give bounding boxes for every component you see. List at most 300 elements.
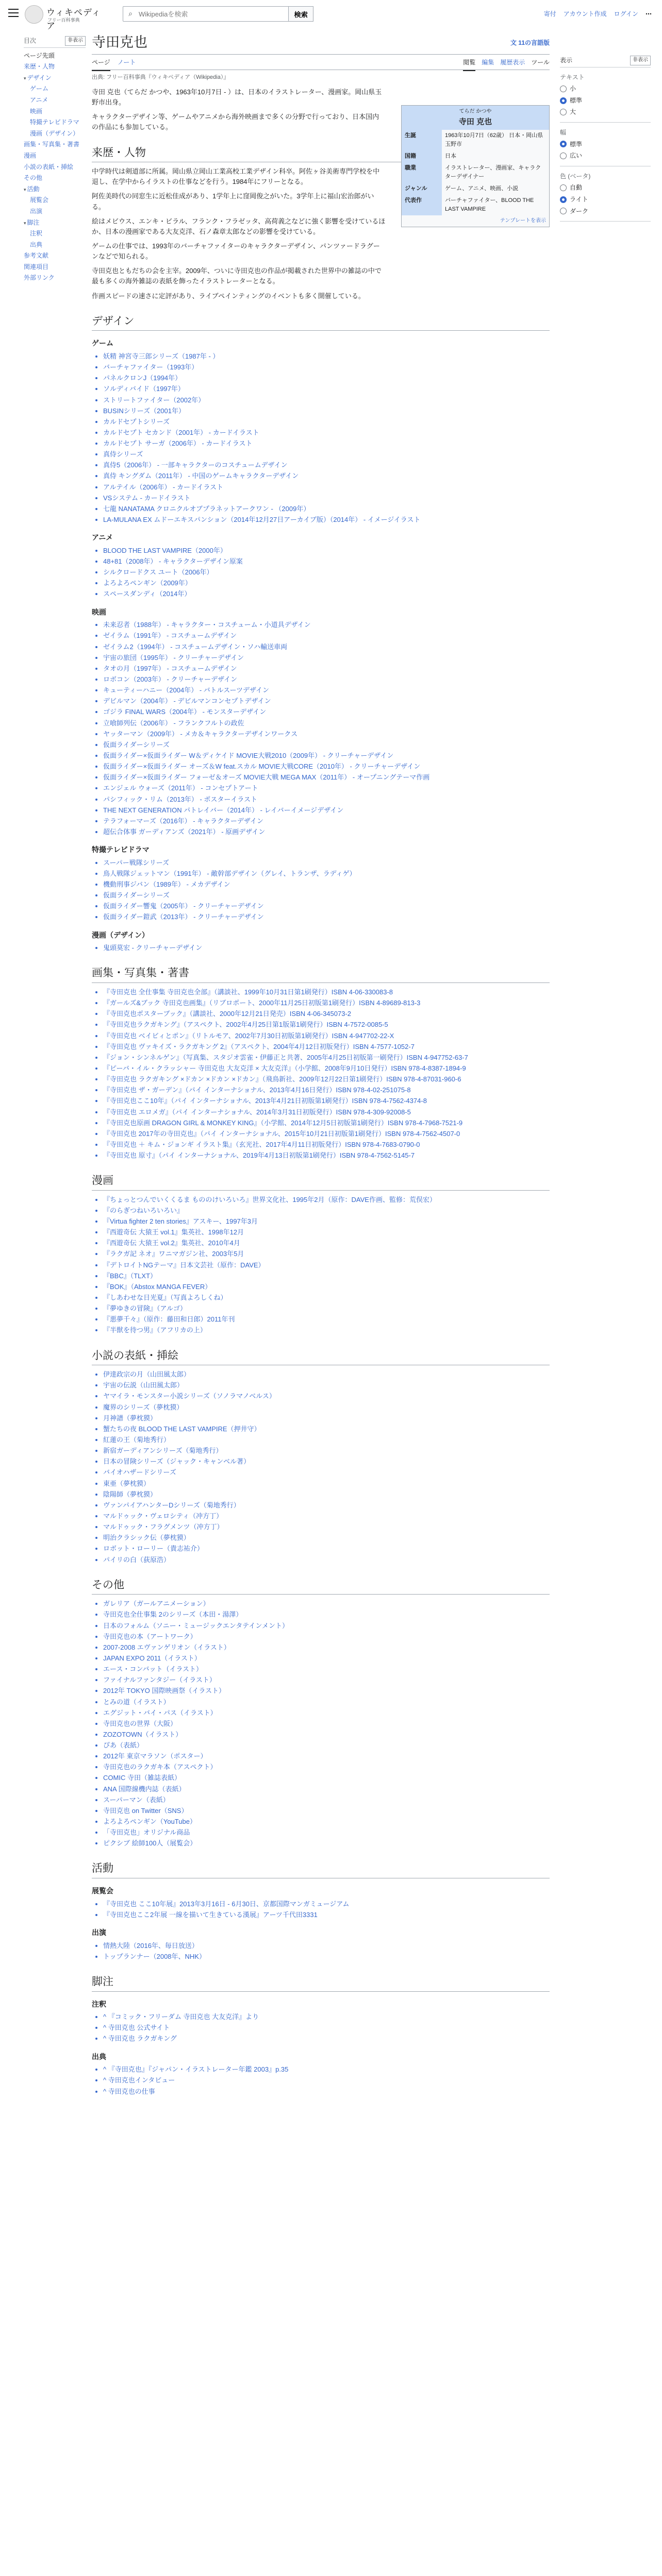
toc-item[interactable] [24,117,86,127]
design-film-item[interactable]: • キューティーハニー（2004年） - バトルスーツデザイン [103,685,550,696]
design-film-item[interactable]: • 仮面ライダーシリーズ [103,740,550,750]
radio-icon[interactable] [560,86,567,92]
novels-item[interactable]: • 紅蓮の王（菊地秀行） [103,1435,550,1445]
appearances-item[interactable]: • 情熱大陸（2016年、毎日放送） [103,1941,550,1951]
section-heading: 来歴・人物 [92,144,550,163]
books-item[interactable]: • 『ジョン・シンネルゲン』（写真集、スタジオ雲雀・伊藤正と共著、2005年4月25日初版第一刷発行）ISBN 4-947752-63-7 [103,1053,550,1063]
design-anime-item[interactable]: • よろよろペンギン（2009年） [103,578,550,588]
appearance-option-label: ライト [570,195,588,203]
books-item[interactable]: • 『寺田克也 ザ・ガーデン』（パイ インターナショナル、2013年4月16日発行）ISBN 978-4-02-251075-8 [103,1085,550,1095]
others-item[interactable]: • エグジット・バイ・パス（イラスト） [103,1708,550,1718]
design-film-item[interactable]: • パシフィック・リム（2013年） - ポスターイラスト [103,794,550,805]
books-item[interactable]: • 『寺田克也 ＋ キム・ジョンギ イラスト集』（玄光社、2017年4月11日初版発行）ISBN 978-4-7683-0790-0 [103,1140,550,1150]
toc-hide-button[interactable]: 非表示 [65,36,86,46]
design-film-item[interactable]: • エンジェル ウォーズ（2011年） - コンセプトアート [103,783,550,793]
novels-item[interactable]: • 陰陽師（夢枕獏） [103,1489,550,1500]
appearance-group-title: 幅 [560,128,567,136]
design-game-item[interactable]: • 真侍 キングダム（2011年） - 中国のゲームキャラクターデザイン [103,471,550,481]
appearance-option[interactable] [560,195,651,205]
toc-item[interactable] [24,218,86,228]
design-game-item[interactable]: • アルテイル（2006年） - カードイラスト [103,482,550,493]
toc-item[interactable] [24,195,86,205]
search-box [123,6,313,22]
section-heading: 漫画 [92,1172,550,1191]
books-item[interactable]: • 『寺田克也原画 DRAGON GIRL & MONKEY KING』（小学館、2014年12月5日初版第1刷発行）ISBN 978-4-7968-7521-9 [103,1118,550,1128]
design-game-item[interactable]: • 七龍 NANATAMA クロニクルオブプラネットアークワン - （2009年） [103,504,550,514]
manga-item[interactable]: • 『のらぎつねいろいろい』 [103,1206,550,1216]
toc-item-label: 来歴・人物 [24,63,55,71]
notes-chuushaku-item[interactable]: • ^ 『コミック・フリーダム 寺田克也 大友克洋』より [103,2012,550,2022]
toc-item[interactable] [24,151,86,161]
toc-item-label: 特撮テレビドラマ [30,118,79,126]
exhibitions-item[interactable]: • 『寺田克也ここ2年展 一線を描いて生きている漢展』アーツ千代田3331 [103,1910,550,1920]
user-links [544,9,652,19]
search-input[interactable] [138,10,288,19]
design-film-item[interactable]: • タオの月（1997年） - コスチュームデザイン [103,664,550,674]
radio-icon[interactable] [560,141,567,147]
appearance-hide-button[interactable]: 非表示 [630,56,651,65]
from-line: 出典: フリー百科事典『ウィキペディア（Wikipedia）』 [92,74,229,80]
appearance-option-label: 広い [570,152,583,160]
novels-item[interactable]: • 東亜（夢枕獏） [103,1479,550,1489]
appearance-option-label: ダーク [570,207,589,215]
login-link[interactable]: ログイン [614,10,638,18]
infobox-name: 寺田 克也 [458,117,492,126]
infobox-ruby: てらだ かつや [459,109,492,114]
tab-read[interactable]: 閲覧 [463,58,475,71]
exhibitions-list [92,1899,550,1920]
radio-icon[interactable] [560,152,567,159]
subsection-heading: 特撮テレビドラマ [92,845,150,854]
manga-item[interactable]: • 『BBC』（TLXT） [103,1271,550,1281]
others-item[interactable]: • 寺田克也のラクガキ本（アスペクト） [103,1762,550,1772]
design-film-item[interactable]: • 宇宙の旅団（1995年） - クリーチャーデザイン [103,653,550,663]
design-game-item[interactable]: • BUSINシリーズ（2001年） [103,406,550,416]
design-tokusatsu-item[interactable]: • 機動刑事ジバン（1989年） - メカデザイン [103,879,550,890]
design-game-item[interactable]: • VSシステム - カードイラスト [103,493,550,503]
novels-item[interactable]: • マルドゥック・ヴェロシティ（冲方丁） [103,1511,550,1521]
others-item[interactable]: • スーパーマン（表紙） [103,1795,550,1805]
toggle-icon[interactable]: ▾ [24,187,26,192]
subsection-heading: 注釈 [92,1999,106,2008]
tab-edit[interactable]: 編集 [482,59,494,66]
books-item[interactable]: • 『寺田克也 ベイビィとポン』（リトルモア、2002年7月30日初版第1刷発行）ISBN 4-947702-22-X [103,1031,550,1041]
toc-item-label: アニメ [30,96,48,104]
appearance-option[interactable] [560,96,651,106]
design-tokusatsu-list [92,858,550,923]
toc-item[interactable] [24,184,86,194]
appearance-groups [560,73,651,222]
tab-talk[interactable]: ノート [117,59,136,66]
infobox-row [402,150,549,162]
design-anime-item[interactable]: • BLOOD THE LAST VAMPIRE（2000年） [103,546,550,556]
appearance-option-label: 標準 [570,96,583,104]
books-item[interactable]: • 『寺田克也 ヴァキイズ・ラクガキング 2』（アスペクト、2004年4月12日初版発行）ISBN 4-7577-1052-7 [103,1042,550,1052]
radio-icon[interactable] [560,109,567,115]
books-item[interactable]: • 『寺田克也 2017年の寺田克也』（パイ インターナショナル、2015年10月21日初版第1刷発行）ISBN 978-4-7562-4507-0 [103,1129,550,1139]
search-icon: ⌕ [128,9,133,18]
appearance-panel [560,56,651,227]
toc-item-label: 展覧会 [30,196,49,204]
divider [560,221,651,222]
manga-item[interactable]: • 『西遊奇伝 大猿王 vol.2』集英社、2010年4月 [103,1238,550,1248]
toc-item[interactable] [24,229,86,239]
appearance-group-title: テキスト [560,73,585,81]
appearance-group-title: 色 (ベータ) [560,172,591,180]
others-item[interactable]: • 寺田克也全仕事集 2のシリーズ（本田・湯澤） [103,1609,550,1620]
others-item[interactable]: • 2012年 TOKYO 国際映画祭（イラスト） [103,1686,550,1696]
exhibitions-item[interactable]: • 『寺田克也 ここ10年展』2013年3月16日 - 6月30日、京都国際マンガミュージアム [103,1899,550,1909]
others-item[interactable]: • 2007-2008 エヴァンゲリオン（イラスト） [103,1642,550,1653]
manga-item[interactable]: • 『ちょっとつんでいくくるま もののけいろいろ』世界文化社、1995年2月（原作：DAVE作画、監修：荒俣宏） [103,1195,550,1205]
appearance-option-label: 標準 [570,140,583,148]
manga-item[interactable]: • 『悪夢千々』（原作：藤田和日郎）2011年刊 [103,1314,550,1325]
design-film-item[interactable]: • ロボコン（2003年） - クリーチャーデザイン [103,674,550,685]
wikipedia-logo[interactable] [25,4,102,31]
design-game-item[interactable]: • カルドセプト サーガ（2006年） - カードイラスト [103,438,550,449]
infobox-label: ジャンル [402,183,442,195]
notes-chuushaku-item[interactable]: • ^ 寺田克也 ラクガキング [103,2033,550,2044]
design-tokusatsu-item[interactable]: • 仮面ライダー鎧武（2013年） - クリーチャーデザイン [103,912,550,922]
others-item[interactable]: • 寺田克也 on Twitter（SNS） [103,1806,550,1816]
design-tokusatsu-item[interactable]: • 鳥人戦隊ジェットマン（1991年） - 敵幹部デザイン（グレイ、トランザ、ラディゲ） [103,869,550,879]
subsection-heading: 漫画（デザイン） [92,930,150,939]
section-heading: 活動 [92,1860,550,1878]
books-item[interactable]: • 『寺田克也ポスターブック』（講談社、2000年12月21日発売）ISBN 4-06-345073-2 [103,1009,550,1019]
design-film-item[interactable]: • 仮面ライダー×仮面ライダー W＆ディケイド MOVIE大戦2010（2009年） - クリーチャーデザイン [103,751,550,761]
subsection-heading: ゲーム [92,339,113,348]
toc-item[interactable] [24,62,86,72]
lead-paragraph: キャラクターデザイン等、ゲームやアニメから海外映画まで多くの分野で行っており、日本国内の作品にも参加している。 [92,113,379,131]
design-game-item[interactable]: • LA-MULANA EX ムドーエキスパンション（2014年12月27日アーカイブ版）（2014年） - イメージイラスト [103,515,550,525]
others-item[interactable]: • ZOZOTOWN（イラスト） [103,1730,550,1740]
others-item[interactable]: • 寺田克也の世界（大阪） [103,1719,550,1729]
manga-item[interactable]: • 『BOK』（Abstox MANGA FEVER） [103,1282,550,1292]
design-film-item[interactable]: • ゼイラム（1991年） - コスチュームデザイン [103,631,550,641]
others-item[interactable]: • JAPAN EXPO 2011（イラスト） [103,1653,550,1664]
section-heading: 画集・写真集・著書 [92,964,550,983]
design-film-item[interactable]: • テラフォーマーズ（2016年） - キャラクターデザイン [103,816,550,826]
tab-tools[interactable]: ツール [531,59,550,66]
section-paragraph: 寺田克也ともだちの会を主宰。2009年、ついに寺田克也の作品が掲載された世界中の雑誌の中で最も多くの海外雑誌の表紙を飾ったイラストレーターとなる。 [92,267,382,285]
design-anime-item[interactable]: • 48+81（2008年） - キャラクターデザイン原案 [103,556,550,567]
subsection-heading: 映画 [92,607,106,616]
toc-item[interactable] [24,73,86,83]
infobox-row [402,162,549,183]
toc-item-label: 小説の表紙・挿絵 [24,163,74,171]
novels-item[interactable]: • ロボット・ローリー（貴志祐介） [103,1544,550,1554]
toc-item-label: 出演 [30,207,43,215]
main-menu-icon[interactable] [8,9,19,17]
books-item[interactable]: • 『寺田克也 原寸』（パイ インターナショナル、2019年4月13日初版第1刷発行）ISBN 978-4-7562-5145-7 [103,1150,550,1161]
books-item[interactable]: • 『寺田克也 エロメガ』（パイ インターナショナル、2014年3月31日初版発行）ISBN 978-4-309-92008-5 [103,1107,550,1117]
manga-item[interactable]: • 『デトロイトNGテーマ』日本文芸社（原作：DAVE） [103,1260,550,1270]
toc-item-label: ページ先頭 [24,52,55,59]
manga-item[interactable]: • 『ラクガ記 ネオ』ワニマガジン社、2003年5月 [103,1249,550,1259]
page-tabs [92,55,550,70]
design-film-item[interactable]: • ヤッターマン（2009年） - メカ＆キャラクターデザインワークス [103,729,550,739]
design-film-item[interactable]: • デビルマン（2004年） - デビルマンコンセプトデザイン [103,696,550,706]
novels-item[interactable]: • 新宿ガーディアンシリーズ（菊地秀行） [103,1446,550,1456]
others-item[interactable]: • ファイナルファンタジー（イラスト） [103,1675,550,1685]
others-item[interactable]: • とみの道（イラスト） [103,1697,550,1707]
novels-item[interactable]: • 魔界のシリーズ（夢枕獏） [103,1402,550,1413]
page-title: 寺田克也 [92,35,147,50]
logo-title: ウィキペディア [46,8,101,31]
lead-section [92,87,386,133]
toc-heading: 目次 [24,37,37,44]
notes-shutten-item[interactable]: • ^ 寺田克也インタビュー [103,2075,550,2086]
design-manga_design-list [92,943,550,953]
novels-item[interactable]: • 明治クラシック伝（夢枕獏） [103,1533,550,1543]
design-game-item[interactable]: • カルドセプト セカンド（2001年） - カードイラスト [103,428,550,438]
toc-item-label: 脚注 [27,218,40,226]
language-button[interactable]: 文 11の言語版 [510,39,550,46]
toc-item-label: 活動 [27,185,40,193]
novels-item[interactable]: • 日本の冒険シリーズ（ジャック・キャンベル著） [103,1456,550,1467]
appearance-option[interactable] [560,107,651,117]
infobox-header [402,106,549,130]
infobox [401,105,550,227]
template-link[interactable]: テンプレートを表示 [500,218,546,224]
design-film-list [92,620,550,837]
main-content [92,32,550,2101]
section-paragraph: 絵はメビウス、エンキ・ビラル、フランク・フラゼッタ、高荷義之などに強く影響を受けているほか、日本の漫画家である大友克洋、石ノ森章太郎などの影響を受けている。 [92,217,386,235]
others-item[interactable]: • ANA 国際線機内誌（表紙） [103,1784,550,1794]
toc-item[interactable] [24,207,86,216]
tab-page[interactable]: ページ [92,58,110,71]
toc-item-label: 画集・写真集・著書 [24,141,80,148]
design-film-item[interactable]: • 仮面ライダー×仮面ライダー フォーゼ＆オーズ MOVIE大戦 MEGA MAX（2011年） - オープニングテーマ作画 [103,772,550,783]
novels-item[interactable]: • マルドゥック・フラグメンツ（冲方丁） [103,1522,550,1532]
tab-history[interactable]: 履歴表示 [500,59,525,66]
donate-link[interactable]: 寄付 [543,10,556,18]
toc-item[interactable] [24,107,86,116]
others-item[interactable]: • 2012年 東京マラソン（ポスター） [103,1751,550,1761]
infobox-value: 日本 [445,152,456,159]
appearance-option-label: 自動 [570,184,583,192]
manga-item[interactable]: • 『半獣を待つ男』（アフリカの上） [103,1325,550,1335]
design-game-item[interactable]: • 真侍シリーズ [103,449,550,460]
design-game-list [92,351,550,525]
toc-item[interactable] [24,51,86,61]
radio-icon[interactable] [560,97,567,104]
design-film-item[interactable]: • ゼイラム2（1994年） - コスチュームデザイン・ソハ輸送車両 [103,642,550,652]
notes-shutten-item[interactable]: • ^ 寺田克也の仕事 [103,2087,550,2097]
design-anime-item[interactable]: • シルクロードクス ユート（2006年） [103,567,550,578]
toc-item[interactable] [24,251,86,261]
toc-item[interactable] [24,140,86,149]
title-bar [92,32,550,55]
appearance-option[interactable] [560,207,651,216]
lead-paragraph: 寺田 克也（てらだ かつや、1963年10月7日 - ）は、日本のイラストレーター、漫画家。岡山県玉野市出身。 [92,88,382,107]
infobox-row [402,130,549,150]
design-tokusatsu-item[interactable]: • 仮面ライダーシリーズ [103,890,550,901]
others-list [92,1599,550,1849]
infobox-label: 職業 [402,162,442,183]
notes-shutten-list [92,2064,550,2096]
radio-icon[interactable] [560,196,567,203]
others-item[interactable]: • COMIC 寺田（雑誌表紙） [103,1773,550,1783]
section-heading: その他 [92,1577,550,1595]
others-item[interactable]: • 日本のフォルム（ソニー・ミュージックエンタテインメント） [103,1621,550,1631]
radio-icon[interactable] [560,208,567,214]
others-item[interactable]: • ガレリア（ガールアニメーション） [103,1599,550,1609]
appearances-item[interactable]: • トップランナー（2008年、NHK） [103,1952,550,1962]
design-tokusatsu-item[interactable]: • スーパー戦隊シリーズ [103,858,550,868]
design-film-item[interactable]: • ゴジラ FINAL WARS（2004年） - モンスターデザイン [103,707,550,717]
appearances-list [92,1941,550,1962]
create-account-link[interactable]: アカウント作成 [563,10,607,18]
toc-sidebar [24,36,86,284]
manga-item[interactable]: • 『しあわせな日光夏』（写真よろしくね） [103,1293,550,1303]
novels-item[interactable]: • 宇宙の伝説（山田風太郎） [103,1380,550,1391]
books-item[interactable]: • 『寺田克也 ラクガキング ×ドカン ×ドカン ×ドカン』（飛鳥新社、2009年12月22日第1刷発行）ISBN 978-4-87031-960-6 [103,1074,550,1084]
toggle-icon[interactable]: ▾ [24,75,26,81]
appearance-option-label: 大 [570,108,576,116]
infobox-value: ゲーム、アニメ、映画、小説 [445,185,519,192]
books-list [92,987,550,1161]
toc-item-label: 関連項目 [24,263,49,270]
design-anime-item[interactable]: • スペースダンディ（2014年） [103,589,550,599]
manga-list [92,1195,550,1336]
toc-list [24,51,86,283]
notes-chuushaku-list [92,2012,550,2044]
design-game-item[interactable]: • バーチャファイター（1993年） [103,362,550,372]
design-tokusatsu-item[interactable]: • 仮面ライダー響鬼（2005年） - クリーチャーデザイン [103,901,550,911]
design-game-item[interactable]: • ソルディバイド（1997年） [103,384,550,394]
others-item[interactable]: • ピクシブ 絵師100人（展覧会） [103,1838,550,1849]
design-anime-list [92,546,550,600]
subsection-heading: 出典 [92,2052,106,2061]
appearance-option[interactable] [560,151,651,161]
others-item[interactable]: • ぴあ（表紙） [103,1740,550,1751]
section-paragraph: 阿佐美時代の同窓生に近松佳成があり、1学年上に窪岡俊之がいた。3学年上に福山宏治郎がいる。 [92,192,374,211]
books-item[interactable]: • 『ガールズ&ブック 寺田克也画集』（リブロポート、2000年11月25日初版第1刷発行）ISBN 4-89689-813-3 [103,998,550,1008]
novels-item[interactable]: • バイオハザードシリーズ [103,1467,550,1478]
infobox-label: 代表作 [402,195,442,215]
toc-item-label: 映画 [30,107,43,115]
design-game-item[interactable]: • パネルクロンJ（1994年） [103,373,550,383]
toc-item-label: 漫画（デザイン） [30,129,79,137]
toc-item-label: ゲーム [30,85,49,93]
toc-item-label: 参考文献 [24,252,49,260]
design-film-item[interactable]: • 未来忍者（1988年） - キャラクター・コスチューム・小道具デザイン [103,620,550,630]
notes-chuushaku-item[interactable]: • ^ 寺田克也 公式サイト [103,2023,550,2033]
toc-item[interactable] [24,262,86,272]
infobox-table [402,130,549,215]
section-heading: 脚注 [92,1973,550,1992]
others-item[interactable]: • エース・コンバット（イラスト） [103,1664,550,1674]
novels-item[interactable]: • パイリの白（荻原浩） [103,1555,550,1565]
novels-item[interactable]: • 伊達政宗の月（山田風太郎） [103,1369,550,1380]
radio-icon[interactable] [560,184,567,191]
toc-item[interactable] [24,84,86,94]
appearance-header [560,56,651,67]
others-item[interactable]: • 寺田克也の本（アートワーク） [103,1632,550,1642]
infobox-value: 1963年10月7日（62歳） 日本・岡山県玉野市 [445,132,543,147]
others-item[interactable]: • 「寺田克也」オリジナル商品 [103,1827,550,1838]
globe-icon [25,5,43,24]
site-header [0,0,662,29]
toc-item[interactable] [24,240,86,250]
toc-item-label: 注釈 [30,230,43,238]
design-film-item[interactable]: • 立喰師列伝（2006年） - フランクフルトの政佐 [103,718,550,728]
article-body [92,144,550,2097]
toc-item-label: 出典 [30,241,43,248]
toc-item-label: デザイン [27,74,52,81]
toc-item[interactable] [24,129,86,139]
toc-item[interactable] [24,162,86,172]
design-game-item[interactable]: • カルドセプトシリーズ [103,417,550,427]
appearance-option[interactable] [560,84,651,94]
logo-subtitle: フリー百科事典 [47,18,80,23]
infobox-row [402,183,549,195]
novels-list [92,1369,550,1565]
novels-item[interactable]: • 月神譜（夢枕獏） [103,1413,550,1423]
manga-item[interactable]: • 『西遊奇伝 大猿王 vol.1』集英社、1998年12月 [103,1227,550,1238]
appearance-option-label: 小 [570,85,576,93]
section-paragraph: 作画スピードの速さに定評があり、ライブペインティングのイベントも多く開催している。 [92,292,365,300]
design-film-item[interactable]: • 超伝合体事 ガーディアンズ（2021年） - 原画デザイン [103,827,550,837]
divider [560,122,651,123]
design-game-item[interactable]: • ストリートファイター（2002年） [103,395,550,405]
toc-item-label: 外部リンク [24,274,55,282]
subsection-heading: 展覧会 [92,1887,113,1895]
manga-item[interactable]: • 『Virtua fighter 2 ten stories』アスキー、1997年3月 [103,1216,550,1227]
design-film-item[interactable]: • 仮面ライダー×仮面ライダー オーズ＆W feat.スカル MOVIE大戦CORE（2010年） - クリーチャーデザイン [103,761,550,772]
books-item[interactable]: • 『ピーバ・イル・クラッシャー 寺田克也 大友克洋 × 大友克洋』（小学館、2008年9月10日発行）ISBN 978-4-8387-1894-9 [103,1063,550,1074]
toc-item[interactable] [24,173,86,183]
design-film-item[interactable]: • THE NEXT GENERATION パトレイバー（2014年） - レイバーイメージデザイン [103,805,550,816]
infobox-value: イラストレーター、漫画家、キャラクターデザイナー [445,164,541,180]
toc-header [24,36,86,48]
novels-item[interactable]: • 蟹たちの夜 BLOOD THE LAST VAMPIRE（押井守） [103,1424,550,1434]
books-item[interactable]: • 『寺田克也ここ10年』（パイ インターナショナル、2013年4月21日初版第1刷発行）ISBN 978-4-7562-4374-8 [103,1096,550,1106]
subsection-heading: 出演 [92,1928,106,1937]
others-item[interactable]: • よろよろペンギン（YouTube） [103,1817,550,1827]
design-game-item[interactable]: • 真侍5（2006年） - 一部キャラクターのコスチュームデザイン [103,460,550,470]
books-item[interactable]: • 『寺田克也ラクガキング』（アスペクト、2002年4月25日第1版第1刷発行）ISBN 4-7572-0085-5 [103,1020,550,1030]
design-game-item[interactable]: • 妖精 神宮寺三郎シリーズ（1987年 - ） [103,351,550,362]
appearance-option[interactable] [560,140,651,149]
infobox-value: バーチャファイター、BLOOD THE LAST VAMPIRE [445,197,534,213]
toggle-icon[interactable]: ▾ [24,220,26,226]
section-paragraph: 中学時代は剣道部に所属。岡山県立岡山工業高校工業デザイン科卒。阿佐ヶ谷美術専門学校を中退し、在学中からイラストの仕事などを行う。1984年にフリーとなる。 [92,167,380,186]
toc-item-label: その他 [24,174,43,182]
toc-item-label: 漫画 [24,151,37,159]
books-item[interactable]: • 『寺田克也 全仕事集 寺田克也全部』（講談社、1999年10月31日第1刷発行）ISBN 4-06-330083-8 [103,987,550,997]
infobox-label: 国籍 [402,150,442,162]
search-button[interactable]: 検索 [288,6,313,22]
appearance-option[interactable] [560,183,651,193]
toc-item[interactable] [24,273,86,283]
notes-shutten-item[interactable]: • ^ 『寺田克也』『ジャパン・イラストレーター年鑑 2003』p.35 [103,2064,550,2075]
manga-item[interactable]: • 『夢ゆきの冒険』（アルゴ） [103,1303,550,1314]
infobox-label: 生誕 [402,130,442,150]
appearance-heading: 表示 [560,57,573,64]
novels-item[interactable]: • ヴァンパイアハンターDシリーズ（菊地秀行） [103,1500,550,1511]
novels-item[interactable]: • ヤマイラ・モンスター小説シリーズ（ソノラマノベルス） [103,1391,550,1401]
toc-item[interactable] [24,95,86,105]
subsection-heading: アニメ [92,533,113,542]
section-heading: 小説の表紙・挿絵 [92,1347,550,1366]
section-paragraph: ゲームの仕事では、1993年のバーチャファイターのキャラクターデザイン、パンツァードラグーンなどで知られる。 [92,242,380,261]
section-heading: デザイン [92,313,550,331]
infobox-row [402,195,549,215]
more-icon[interactable]: ⋯ [646,10,652,18]
design-manga_design-item[interactable]: • 鬼頭莫宏 - クリーチャーデザイン [103,943,550,953]
